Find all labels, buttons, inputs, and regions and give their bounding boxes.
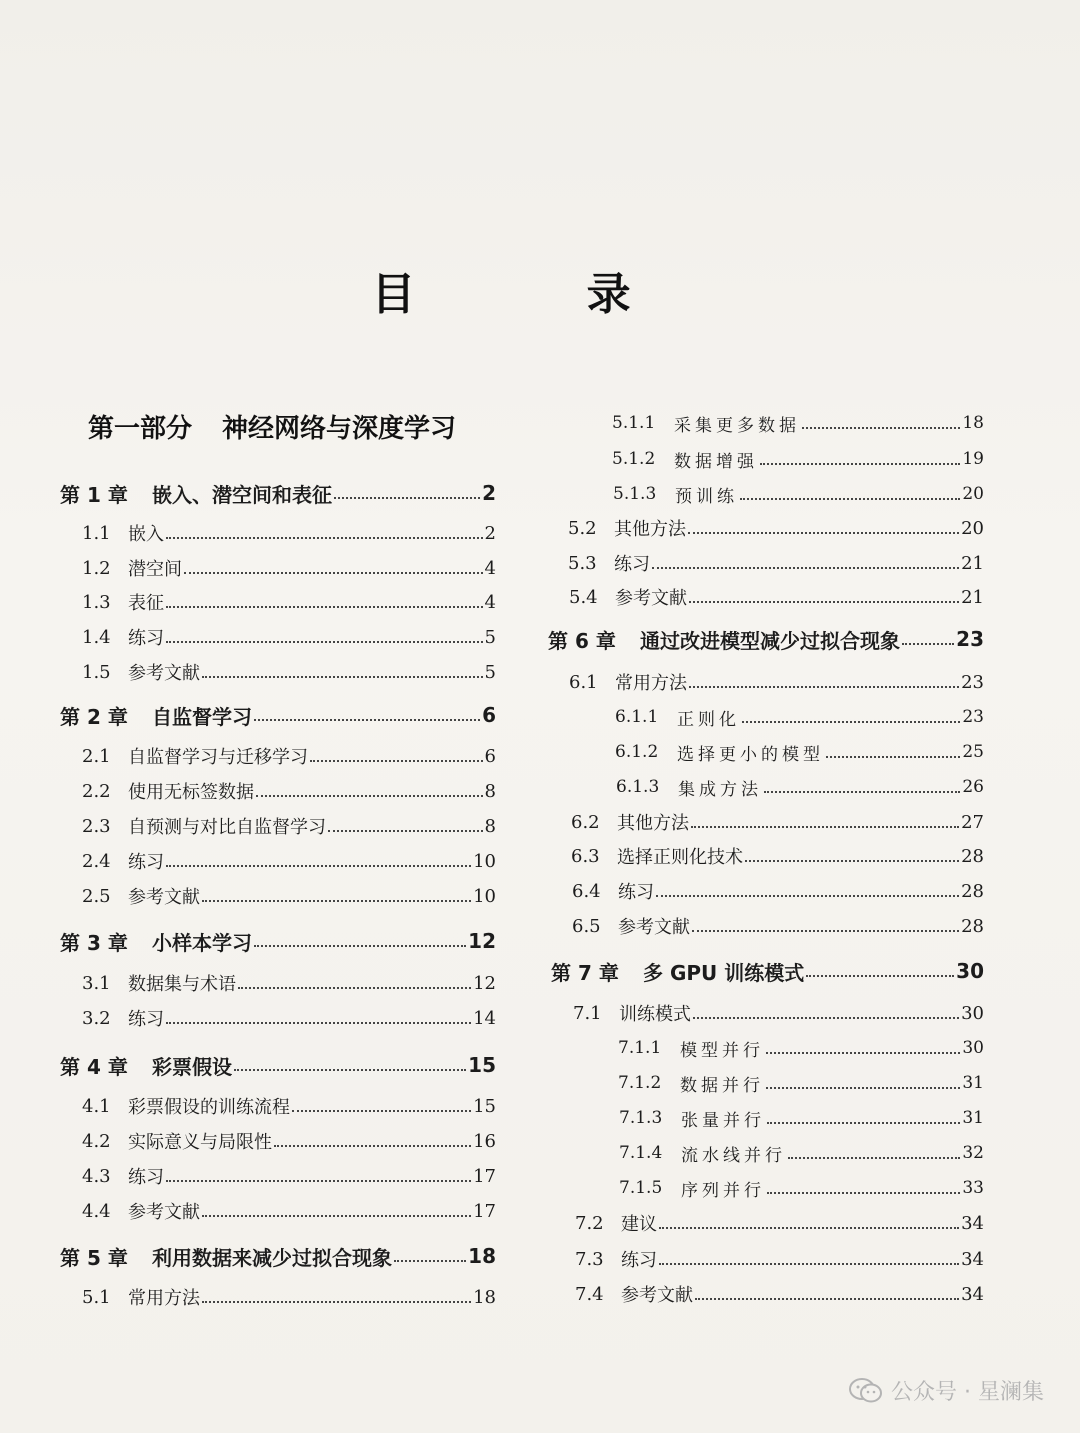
toc-section-entry <box>82 1003 496 1033</box>
toc-entry-page: 21 <box>961 586 984 608</box>
leader-dots <box>254 717 480 721</box>
toc-entry-number: 第 5 章 <box>60 1245 128 1270</box>
toc-entry-page: 10 <box>473 850 496 872</box>
toc-entry-page: 4 <box>484 557 496 579</box>
toc-subsection-entry <box>619 1138 984 1168</box>
toc-entry-number: 4.2 <box>82 1130 111 1152</box>
toc-entry-label: 数据集与术语 <box>128 974 236 995</box>
toc-entry-page: 34 <box>961 1212 984 1234</box>
toc-entry-label: 选择更小的模型 <box>677 744 824 765</box>
toc-subsection-entry <box>619 1173 984 1203</box>
toc-entry-label: 参考文献 <box>128 887 200 908</box>
toc-entry-number: 6.5 <box>572 915 601 937</box>
leader-dots <box>760 461 960 465</box>
toc-subsection-entry <box>612 408 984 438</box>
toc-entry-number: 2.3 <box>82 815 111 837</box>
toc-entry-number: 1.2 <box>82 557 111 579</box>
toc-entry-label: 参考文献 <box>128 1202 200 1223</box>
toc-entry-number: 5.1 <box>82 1286 111 1308</box>
toc-section-entry <box>82 1282 496 1312</box>
toc-section-entry <box>569 582 984 612</box>
leader-dots <box>766 1085 960 1089</box>
toc-subsection-entry <box>618 1033 984 1063</box>
toc-section-entry <box>82 968 496 998</box>
leader-dots <box>274 1143 471 1147</box>
leader-dots <box>764 789 960 793</box>
toc-entry-label: 参考文献 <box>615 588 687 609</box>
toc-entry-label: 参考文献 <box>621 1285 693 1306</box>
toc-entry-page: 23 <box>961 671 984 693</box>
toc-entry-page: 5 <box>484 626 496 648</box>
toc-section-entry <box>82 657 496 687</box>
toc-entry-label: 自监督学习与迁移学习 <box>128 747 308 768</box>
toc-section-entry <box>82 518 496 548</box>
leader-dots <box>767 1190 960 1194</box>
toc-entry-label: 彩票假设的训练流程 <box>128 1097 290 1118</box>
toc-entry-page: 28 <box>961 915 984 937</box>
toc-entry-label: 实际意义与局限性 <box>128 1132 272 1153</box>
toc-entry-label: 练习 <box>128 852 164 873</box>
leader-dots <box>689 684 959 688</box>
toc-entry-number: 7.1.2 <box>618 1073 662 1093</box>
toc-entry-number: 5.4 <box>569 586 598 608</box>
toc-entry-number: 1.5 <box>82 661 111 683</box>
toc-entry-number: 4.3 <box>82 1165 111 1187</box>
watermark-text: 公众号 · 星澜集 <box>891 1380 1044 1405</box>
leader-dots <box>788 1155 960 1159</box>
toc-entry-label: 嵌入 <box>128 524 164 545</box>
toc-entry-page: 10 <box>473 885 496 907</box>
toc-entry-number: 7.1 <box>573 1002 602 1024</box>
toc-section-entry <box>82 741 496 771</box>
toc-entry-number: 5.2 <box>568 517 597 539</box>
toc-entry-page: 5 <box>484 661 496 683</box>
toc-entry-label: 张量并行 <box>681 1110 765 1131</box>
leader-dots <box>166 639 483 643</box>
toc-section-entry <box>82 1161 496 1191</box>
leader-dots <box>740 496 960 500</box>
leader-dots <box>745 858 959 862</box>
toc-entry-number: 5.3 <box>568 552 597 574</box>
toc-entry-page: 15 <box>473 1095 496 1117</box>
toc-subsection-entry <box>619 1103 984 1133</box>
toc-entry-number: 5.1.2 <box>612 449 656 469</box>
toc-entry-label: 其他方法 <box>617 813 689 834</box>
toc-chapter-entry <box>60 926 496 956</box>
toc-entry-number: 2.5 <box>82 885 111 907</box>
leader-dots <box>394 1258 466 1262</box>
toc-section-entry <box>82 811 496 841</box>
leader-dots <box>202 674 483 678</box>
leader-dots <box>166 1020 471 1024</box>
toc-subsection-entry <box>612 444 984 474</box>
toc-entry-page: 12 <box>473 972 496 994</box>
toc-section-entry <box>82 776 496 806</box>
toc-entry-number: 第 4 章 <box>60 1054 128 1079</box>
toc-subsection-entry <box>615 702 984 732</box>
toc-entry-label: 练习 <box>618 882 654 903</box>
toc-entry-label: 正则化 <box>677 709 740 730</box>
leader-dots <box>166 1178 471 1182</box>
leader-dots <box>659 1225 959 1229</box>
toc-entry-number: 7.3 <box>575 1248 604 1270</box>
toc-entry-page: 28 <box>961 880 984 902</box>
leader-dots <box>184 570 483 574</box>
leader-dots <box>691 824 959 828</box>
toc-entry-label: 序列并行 <box>681 1180 765 1201</box>
toc-section-entry <box>82 1091 496 1121</box>
toc-entry-label: 潜空间 <box>128 559 182 580</box>
toc-chapter-entry <box>60 1050 496 1080</box>
toc-entry-number: 3.1 <box>82 972 111 994</box>
toc-entry-number: 6.4 <box>572 880 601 902</box>
leader-dots <box>310 758 483 762</box>
toc-entry-number: 2.1 <box>82 745 111 767</box>
leader-dots <box>659 1261 959 1265</box>
toc-entry-page: 34 <box>961 1283 984 1305</box>
toc-entry-page: 20 <box>961 517 984 539</box>
toc-entry-page: 31 <box>962 1073 984 1093</box>
toc-entry-label: 练习 <box>128 1009 164 1030</box>
toc-entry-page: 14 <box>473 1007 496 1029</box>
toc-section-entry <box>571 841 984 871</box>
toc-entry-page: 2 <box>484 522 496 544</box>
toc-section-entry <box>568 513 984 543</box>
toc-entry-number: 1.4 <box>82 626 111 648</box>
toc-entry-label: 常用方法 <box>615 673 687 694</box>
toc-entry-number: 7.4 <box>575 1283 604 1305</box>
leader-dots <box>202 1213 471 1217</box>
part-title <box>88 408 456 445</box>
toc-entry-page: 18 <box>473 1286 496 1308</box>
leader-dots <box>689 599 959 603</box>
toc-entry-label: 表征 <box>128 593 164 614</box>
toc-entry-page: 28 <box>961 845 984 867</box>
toc-entry-page: 30 <box>961 1002 984 1024</box>
toc-chapter-entry <box>548 624 984 654</box>
part-label: 第一部分 <box>88 414 193 444</box>
toc-entry-page: 18 <box>468 1244 496 1268</box>
toc-entry-number: 2.2 <box>82 780 111 802</box>
leader-dots <box>826 754 960 758</box>
toc-entry-label: 集成方法 <box>678 779 762 800</box>
toc-entry-number: 第 2 章 <box>60 704 128 729</box>
toc-entry-number: 5.1.3 <box>613 484 657 504</box>
toc-entry-number: 1.1 <box>82 522 111 544</box>
toc-entry-label: 通过改进模型减少过拟合现象 <box>640 628 900 653</box>
toc-entry-label: 常用方法 <box>128 1288 200 1309</box>
wechat-icon <box>849 1378 883 1404</box>
toc-entry-number: 3.2 <box>82 1007 111 1029</box>
toc-entry-number: 6.1.3 <box>616 777 660 797</box>
toc-entry-page: 16 <box>473 1130 496 1152</box>
leader-dots <box>742 719 960 723</box>
watermark <box>849 1375 1044 1406</box>
toc-subsection-entry <box>618 1068 984 1098</box>
toc-subsection-entry <box>615 737 984 767</box>
toc-entry-number: 第 6 章 <box>548 628 616 653</box>
toc-entry-page: 20 <box>962 484 984 504</box>
toc-chapter-entry <box>551 956 984 986</box>
toc-entry-page: 32 <box>962 1143 984 1163</box>
toc-section-entry <box>82 846 496 876</box>
toc-entry-number: 7.1.5 <box>619 1178 663 1198</box>
toc-entry-label: 练习 <box>614 554 650 575</box>
leader-dots <box>692 928 959 932</box>
toc-entry-label: 其他方法 <box>614 519 686 540</box>
toc-entry-number: 第 7 章 <box>551 960 619 985</box>
leader-dots <box>328 828 483 832</box>
toc-entry-page: 8 <box>484 780 496 802</box>
toc-section-entry <box>82 553 496 583</box>
toc-entry-label: 采集更多数据 <box>674 415 800 436</box>
page-title: 目 录 <box>371 269 709 320</box>
leader-dots <box>234 1067 466 1071</box>
leader-dots <box>688 530 959 534</box>
toc-section-entry <box>82 881 496 911</box>
toc-entry-number: 第 1 章 <box>60 482 128 507</box>
toc-section-entry <box>82 1126 496 1156</box>
toc-entry-page: 17 <box>473 1165 496 1187</box>
toc-entry-page: 8 <box>484 815 496 837</box>
toc-entry-number: 7.1.4 <box>619 1143 663 1163</box>
leader-dots <box>695 1296 959 1300</box>
toc-chapter-entry <box>60 700 496 730</box>
toc-chapter-entry <box>60 478 496 508</box>
toc-entry-label: 使用无标签数据 <box>128 782 254 803</box>
toc-section-entry <box>82 622 496 652</box>
toc-entry-number: 4.4 <box>82 1200 111 1222</box>
toc-section-entry <box>82 587 496 617</box>
toc-entry-label: 练习 <box>128 1167 164 1188</box>
leader-dots <box>902 641 954 645</box>
leader-dots <box>166 535 483 539</box>
toc-entry-label: 自监督学习 <box>152 704 252 729</box>
toc-entry-label: 预训练 <box>675 486 738 507</box>
toc-section-entry <box>572 911 984 941</box>
toc-entry-number: 1.3 <box>82 591 111 613</box>
toc-entry-label: 嵌入、潜空间和表征 <box>152 482 332 507</box>
toc-entry-page: 30 <box>962 1038 984 1058</box>
toc-entry-page: 15 <box>468 1053 496 1077</box>
toc-entry-number: 4.1 <box>82 1095 111 1117</box>
leader-dots <box>656 893 959 897</box>
toc-entry-page: 12 <box>468 929 496 953</box>
toc-entry-page: 6 <box>482 703 496 727</box>
leader-dots <box>166 863 471 867</box>
toc-entry-page: 21 <box>961 552 984 574</box>
leader-dots <box>767 1120 960 1124</box>
toc-entry-page: 17 <box>473 1200 496 1222</box>
toc-entry-page: 25 <box>962 742 984 762</box>
toc-entry-page: 26 <box>962 777 984 797</box>
toc-entry-number: 5.1.1 <box>612 413 656 433</box>
toc-entry-number: 2.4 <box>82 850 111 872</box>
toc-entry-label: 自预测与对比自监督学习 <box>128 817 326 838</box>
leader-dots <box>238 985 471 989</box>
toc-entry-label: 数据增强 <box>674 451 758 472</box>
toc-entry-number: 6.1.1 <box>615 707 659 727</box>
toc-entry-label: 彩票假设 <box>152 1054 232 1079</box>
toc-entry-label: 多 GPU 训练模式 <box>643 960 805 985</box>
toc-entry-label: 选择正则化技术 <box>617 847 743 868</box>
toc-entry-page: 18 <box>962 413 984 433</box>
toc-entry-number: 6.2 <box>571 811 600 833</box>
leader-dots <box>802 425 960 429</box>
toc-entry-label: 参考文献 <box>618 917 690 938</box>
toc-entry-page: 19 <box>962 449 984 469</box>
toc-section-entry <box>575 1279 984 1309</box>
toc-entry-page: 27 <box>961 811 984 833</box>
toc-entry-number: 7.1.3 <box>619 1108 663 1128</box>
toc-section-entry <box>575 1244 984 1274</box>
toc-subsection-entry <box>616 772 984 802</box>
leader-dots <box>202 1299 471 1303</box>
leader-dots <box>202 898 471 902</box>
toc-entry-number: 7.1.1 <box>618 1038 662 1058</box>
toc-entry-page: 31 <box>962 1108 984 1128</box>
toc-entry-label: 数据并行 <box>680 1075 764 1096</box>
toc-section-entry <box>573 998 984 1028</box>
toc-entry-page: 30 <box>956 959 984 983</box>
toc-entry-number: 7.2 <box>575 1212 604 1234</box>
toc-chapter-entry <box>60 1241 496 1271</box>
toc-entry-number: 6.1.2 <box>615 742 659 762</box>
toc-section-entry <box>568 548 984 578</box>
toc-section-entry <box>575 1208 984 1238</box>
toc-entry-label: 模型并行 <box>680 1040 764 1061</box>
toc-section-entry <box>569 667 984 697</box>
toc-entry-number: 第 3 章 <box>60 930 128 955</box>
toc-entry-number: 6.3 <box>571 845 600 867</box>
leader-dots <box>254 943 466 947</box>
toc-entry-label: 训练模式 <box>619 1004 691 1025</box>
leader-dots <box>334 495 480 499</box>
toc-entry-page: 23 <box>962 707 984 727</box>
toc-section-entry <box>571 807 984 837</box>
part-name: 神经网络与深度学习 <box>222 414 457 444</box>
leader-dots <box>292 1108 471 1112</box>
toc-entry-page: 34 <box>961 1248 984 1270</box>
leader-dots <box>652 565 959 569</box>
toc-entry-page: 33 <box>962 1178 984 1198</box>
toc-entry-page: 2 <box>482 481 496 505</box>
toc-section-entry <box>82 1196 496 1226</box>
toc-entry-number: 6.1 <box>569 671 598 693</box>
toc-entry-label: 练习 <box>621 1250 657 1271</box>
toc-entry-page: 4 <box>484 591 496 613</box>
leader-dots <box>806 973 954 977</box>
toc-entry-label: 利用数据来减少过拟合现象 <box>152 1245 392 1270</box>
toc-entry-label: 参考文献 <box>128 663 200 684</box>
toc-entry-label: 流水线并行 <box>681 1145 786 1166</box>
leader-dots <box>766 1050 960 1054</box>
toc-entry-label: 练习 <box>128 628 164 649</box>
leader-dots <box>256 793 483 797</box>
toc-entry-page: 23 <box>956 627 984 651</box>
toc-entry-page: 6 <box>484 745 496 767</box>
leader-dots <box>693 1015 959 1019</box>
leader-dots <box>166 604 483 608</box>
toc-subsection-entry <box>613 479 984 509</box>
toc-entry-label: 建议 <box>621 1214 657 1235</box>
toc-section-entry <box>572 876 984 906</box>
toc-entry-label: 小样本学习 <box>152 930 252 955</box>
